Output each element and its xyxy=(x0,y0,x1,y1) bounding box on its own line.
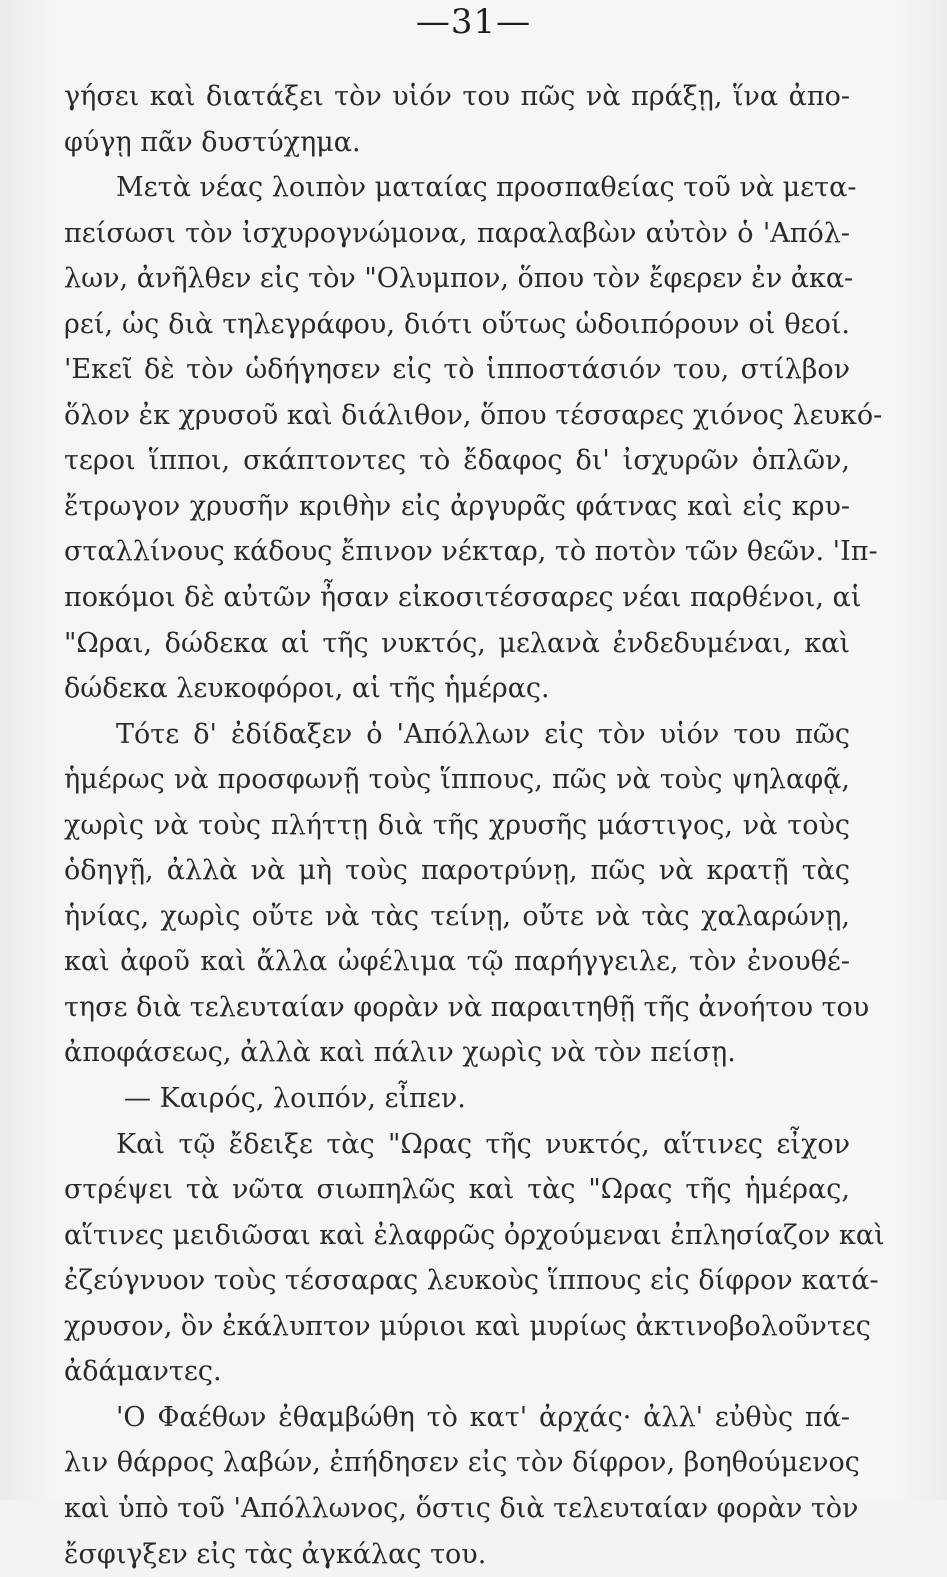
text-line: "Ωραι, δώδεκα αἱ τῆς νυκτός, μελανὰ ἐνδεδυμέναι, καὶ xyxy=(64,621,850,667)
text-line: ἔσφιγξεν εἰς τὰς ἀγκάλας του. xyxy=(64,1532,850,1577)
text-line: ἡμέρως νὰ προσφωνῇ τοὺς ἵππους, πῶς νὰ τοὺς ψηλαφᾷ, xyxy=(64,757,850,803)
text-line: ὁδηγῇ, ἀλλὰ νὰ μὴ τοὺς παροτρύνῃ, πῶς νὰ κρατῇ τὰς xyxy=(64,848,850,894)
text-line: Τότε δ' ἐδίδαξεν ὁ 'Απόλλων εἰς τὸν υἱόν του πῶς xyxy=(64,712,850,758)
text-line: χωρὶς νὰ τοὺς πλήττῃ διὰ τῆς χρυσῆς μάστιγος, νὰ τοὺς xyxy=(64,803,850,849)
text-line: σταλλίνους κάδους ἔπινον νέκταρ, τὸ ποτὸν τῶν θεῶν. 'Ιπ- xyxy=(64,529,850,575)
text-line: 'Εκεῖ δὲ τὸν ὡδήγησεν εἰς τὸ ἱπποστάσιόν του, στίλβον xyxy=(64,347,850,393)
text-line: λιν θάρρος λαβών, ἐπήδησεν εἰς τὸν δίφρον, βοηθούμενος xyxy=(64,1440,850,1486)
text-line: ἡνίας, χωρὶς οὔτε νὰ τὰς τείνῃ, οὔτε νὰ τὰς χαλαρώνῃ, xyxy=(64,894,850,940)
text-line: λων, ἀνῆλθεν εἰς τὸν "Ολυμπον, ὅπου τὸν ἔφερεν ἐν ἀκα- xyxy=(64,256,850,302)
text-line: πείσωσι τὸν ἰσχυρογνώμονα, παραλαβὼν αὐτὸν ὁ 'Απόλ- xyxy=(64,211,850,257)
text-line: καὶ ὑπὸ τοῦ 'Απόλλωνος, ὅστις διὰ τελευταίαν φορὰν τὸν xyxy=(64,1486,850,1532)
text-line: τεροι ἵπποι, σκάπτοντες τὸ ἔδαφος δι' ἰσχυρῶν ὁπλῶν, xyxy=(64,438,850,484)
text-line: γήσει καὶ διατάξει τὸν υἱόν του πῶς νὰ πράξῃ, ἵνα ἀπο- xyxy=(64,74,850,120)
dialogue-line: — Καιρός, λοιπόν, εἶπεν. xyxy=(64,1076,850,1122)
text-line: φύγῃ πᾶν δυστύχημα. xyxy=(64,120,850,166)
text-line: ἐζεύγνυον τοὺς τέσσαρας λευκοὺς ἵππους εἰς δίφρον κατά- xyxy=(64,1258,850,1304)
text-line: καὶ ἀφοῦ καὶ ἄλλα ὠφέλιμα τῷ παρήγγειλε, τὸν ἐνουθέ- xyxy=(64,939,850,985)
text-line: δώδεκα λευκοφόροι, αἱ τῆς ἡμέρας. xyxy=(64,666,850,712)
text-line: ὅλον ἐκ χρυσοῦ καὶ διάλιθον, ὅπου τέσσαρες χιόνος λευκό- xyxy=(64,393,850,439)
text-line: ἀδάμαντες. xyxy=(64,1349,850,1395)
text-line: τησε διὰ τελευταίαν φορὰν νὰ παραιτηθῇ τῆς ἀνοήτου του xyxy=(64,985,850,1031)
text-line: αἵτινες μειδιῶσαι καὶ ἐλαφρῶς ὀρχούμεναι ἐπλησίαζον καὶ xyxy=(64,1213,850,1259)
text-line: ποκόμοι δὲ αὐτῶν ἦσαν εἰκοσιτέσσαρες νέαι παρθένοι, αἱ xyxy=(64,575,850,621)
body-text xyxy=(64,74,850,1577)
text-line: ἀποφάσεως, ἀλλὰ καὶ πάλιν χωρὶς νὰ τὸν πείσῃ. xyxy=(64,1030,850,1076)
text-line: 'Ο Φαέθων ἐθαμβώθη τὸ κατ' ἀρχάς· ἀλλ' εὐθὺς πά- xyxy=(64,1395,850,1441)
page-number: —31— xyxy=(0,2,947,42)
text-line: στρέψει τὰ νῶτα σιωπηλῶς καὶ τὰς "Ωρας τῆς ἡμέρας, xyxy=(64,1167,850,1213)
text-line: Μετὰ νέας λοιπὸν ματαίας προσπαθείας τοῦ νὰ μετα- xyxy=(64,165,850,211)
text-line: χρυσον, ὃν ἐκάλυπτον μύριοι καὶ μυρίως ἀκτινοβολοῦντες xyxy=(64,1304,850,1350)
text-line: ρεί, ὡς διὰ τηλεγράφου, διότι οὕτως ὡδοιπόρουν οἱ θεοί. xyxy=(64,302,850,348)
text-line: ἔτρωγον χρυσῆν κριθὴν εἰς ἀργυρᾶς φάτνας καὶ εἰς κρυ- xyxy=(64,484,850,530)
text-line: Καὶ τῷ ἔδειξε τὰς "Ωρας τῆς νυκτός, αἵτινες εἶχον xyxy=(64,1122,850,1168)
